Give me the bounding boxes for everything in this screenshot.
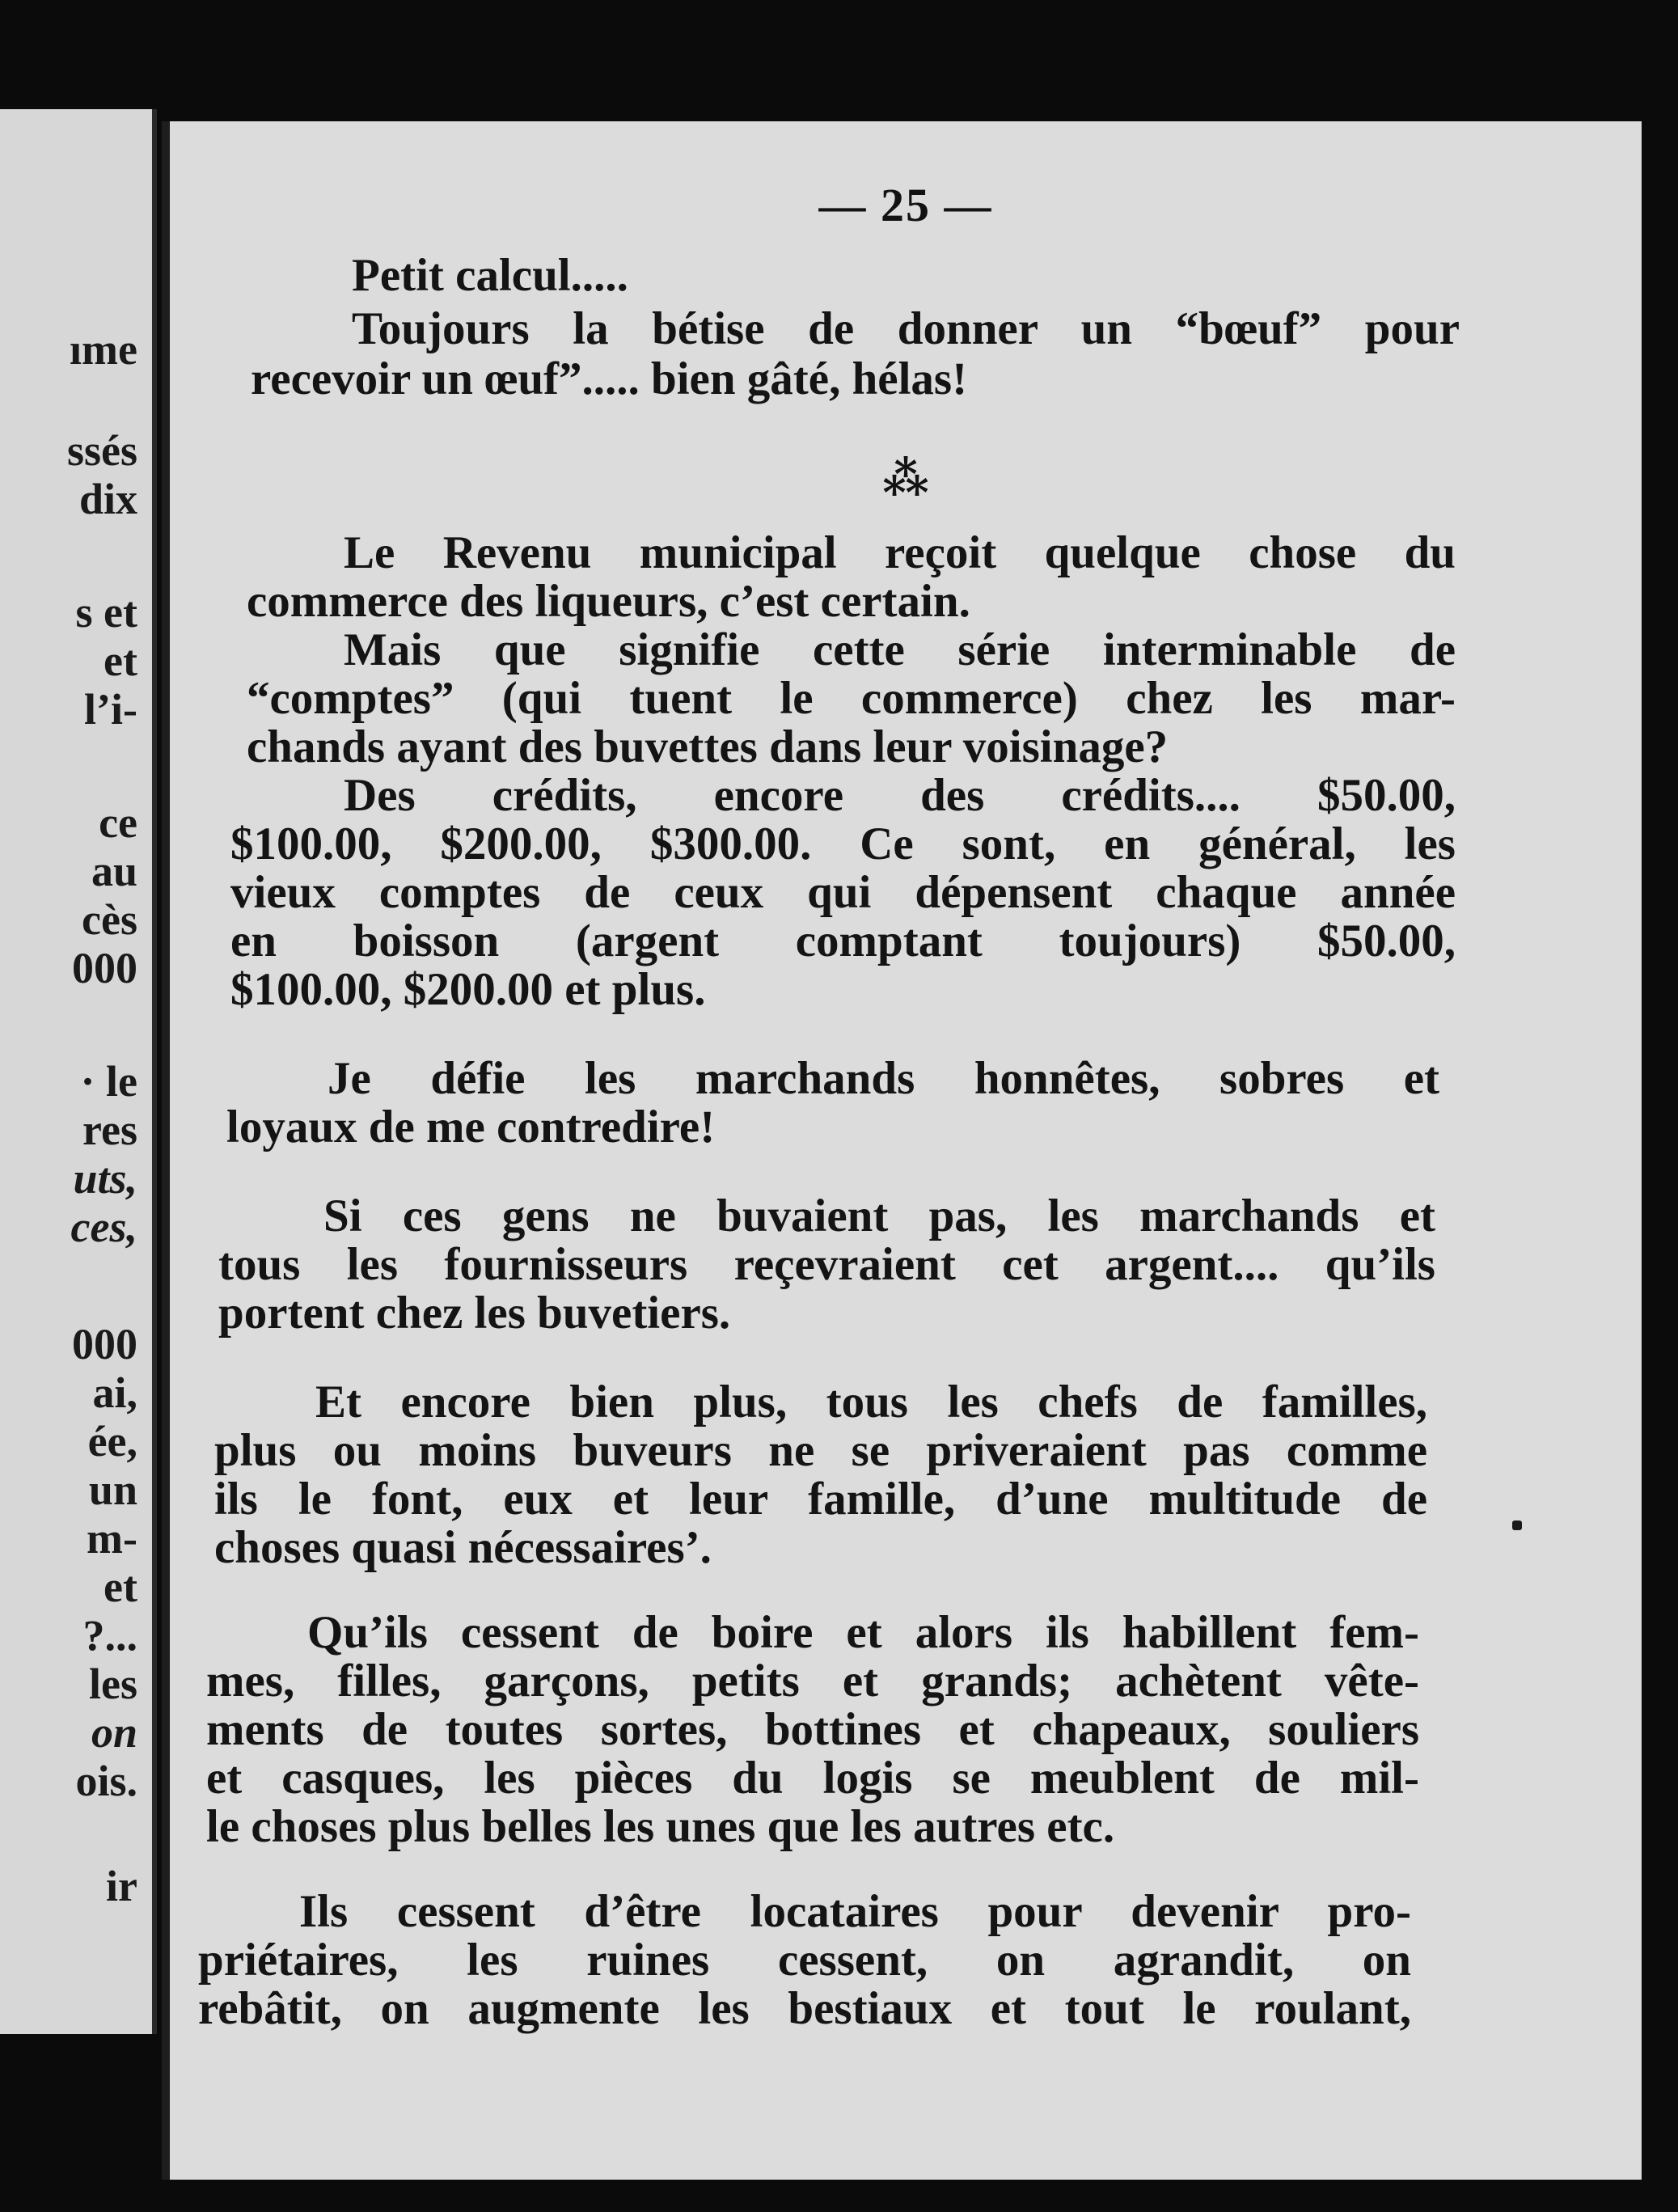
text-line: loyaux de me contredire! (226, 1102, 716, 1153)
left-page-fragment: et (104, 637, 137, 685)
left-page-fragment: on (91, 1708, 137, 1757)
left-page-fragment: un (88, 1466, 137, 1514)
left-page-fragment: cès (82, 895, 137, 944)
text-line: $100.00, $200.00 et plus. (230, 964, 706, 1015)
text-line: Toujours la bétise de donner un “bœuf” pour (352, 303, 1460, 354)
text-line: plus ou moins buveurs ne se priveraient pas comme (214, 1425, 1427, 1476)
text-line: tous les fournisseurs reçevraient cet argent.... qu’ils (218, 1239, 1435, 1290)
left-page-edge (0, 109, 157, 2034)
text-line: en boisson (argent comptant toujours) $50.00, (230, 916, 1456, 966)
text-line: ils le font, eux et leur famille, d’une multitude de (214, 1474, 1427, 1525)
text-line: Qu’ils cessent de boire et alors ils habillent fem- (307, 1607, 1419, 1658)
left-page-fragment: et (104, 1563, 137, 1611)
text-line: et casques, les pièces du logis se meublent de mil- (206, 1753, 1419, 1804)
left-page-fragment: ce (99, 798, 137, 847)
text-line: chands ayant des buvettes dans leur voisinage? (247, 721, 1169, 772)
ink-speck (1512, 1520, 1522, 1530)
asterism-separator: ⁂ (882, 455, 929, 505)
left-page-fragment: ée, (87, 1417, 137, 1466)
left-page-fragment: au (91, 847, 137, 895)
left-page-fragment: les (89, 1660, 137, 1708)
left-page-fragment: l’i- (84, 685, 137, 734)
left-page-fragment: ıme (70, 325, 137, 374)
text-line: Mais que signifie cette série interminable de (344, 624, 1456, 675)
left-page-fragment: 000 (72, 1320, 137, 1368)
text-line: Je défie les marchands honnêtes, sobres et (328, 1053, 1439, 1104)
left-page-fragment: s et (75, 588, 137, 637)
text-line: recevoir un œuf”..... bien gâté, hélas! (251, 353, 968, 404)
text-line: ments de toutes sortes, bottines et chapeaux, souliers (206, 1704, 1419, 1755)
text-line: Et encore bien plus, tous les chefs de familles, (315, 1377, 1427, 1427)
left-page-fragment: ir (106, 1862, 137, 1910)
text-line: mes, filles, garçons, petits et grands; achètent vête- (206, 1656, 1419, 1707)
text-line: Des crédits, encore des crédits.... $50.00, (344, 770, 1456, 821)
text-line: $100.00, $200.00, $300.00. Ce sont, en général, les (230, 818, 1456, 869)
left-page-fragment: ois. (75, 1757, 137, 1805)
left-page-fragment: uts, (73, 1154, 137, 1203)
text-line: “comptes” (qui tuent le commerce) chez les mar- (247, 673, 1456, 724)
left-page-fragment: dix (78, 475, 137, 523)
left-page-fragment: · le (80, 1057, 137, 1106)
text-line: portent chez les buvetiers. (218, 1288, 731, 1339)
text-line: Le Revenu municipal reçoit quelque chose du (344, 527, 1456, 578)
left-page-fragment: m- (87, 1514, 137, 1563)
text-line: rebâtit, on augmente les bestiaux et tout le roulant, (198, 1983, 1411, 2034)
left-page-fragment: ssés (66, 426, 137, 475)
book-page (162, 121, 1642, 2180)
left-page-fragment: ces, (70, 1203, 137, 1251)
text-line: Ils cessent d’être locataires pour devenir pro- (299, 1886, 1411, 1937)
page-number: — 25 — (818, 179, 993, 231)
text-line: Petit calcul..... (352, 250, 628, 301)
left-page-fragment: res (82, 1106, 137, 1154)
text-line: Si ces gens ne buvaient pas, les marchands et (323, 1191, 1435, 1241)
left-page-fragment: ?... (82, 1611, 137, 1660)
text-line: commerce des liqueurs, c’est certain. (247, 576, 970, 627)
left-page-fragment: ai, (92, 1368, 137, 1417)
text-line: le choses plus belles les unes que les autres etc. (206, 1801, 1115, 1852)
left-page-fragment: 000 (72, 944, 137, 992)
text-line: choses quasi nécessaires’. (214, 1522, 712, 1573)
text-line: vieux comptes de ceux qui dépensent chaque année (230, 867, 1456, 918)
text-line: priétaires, les ruines cessent, on agrandit, on (198, 1935, 1411, 1986)
